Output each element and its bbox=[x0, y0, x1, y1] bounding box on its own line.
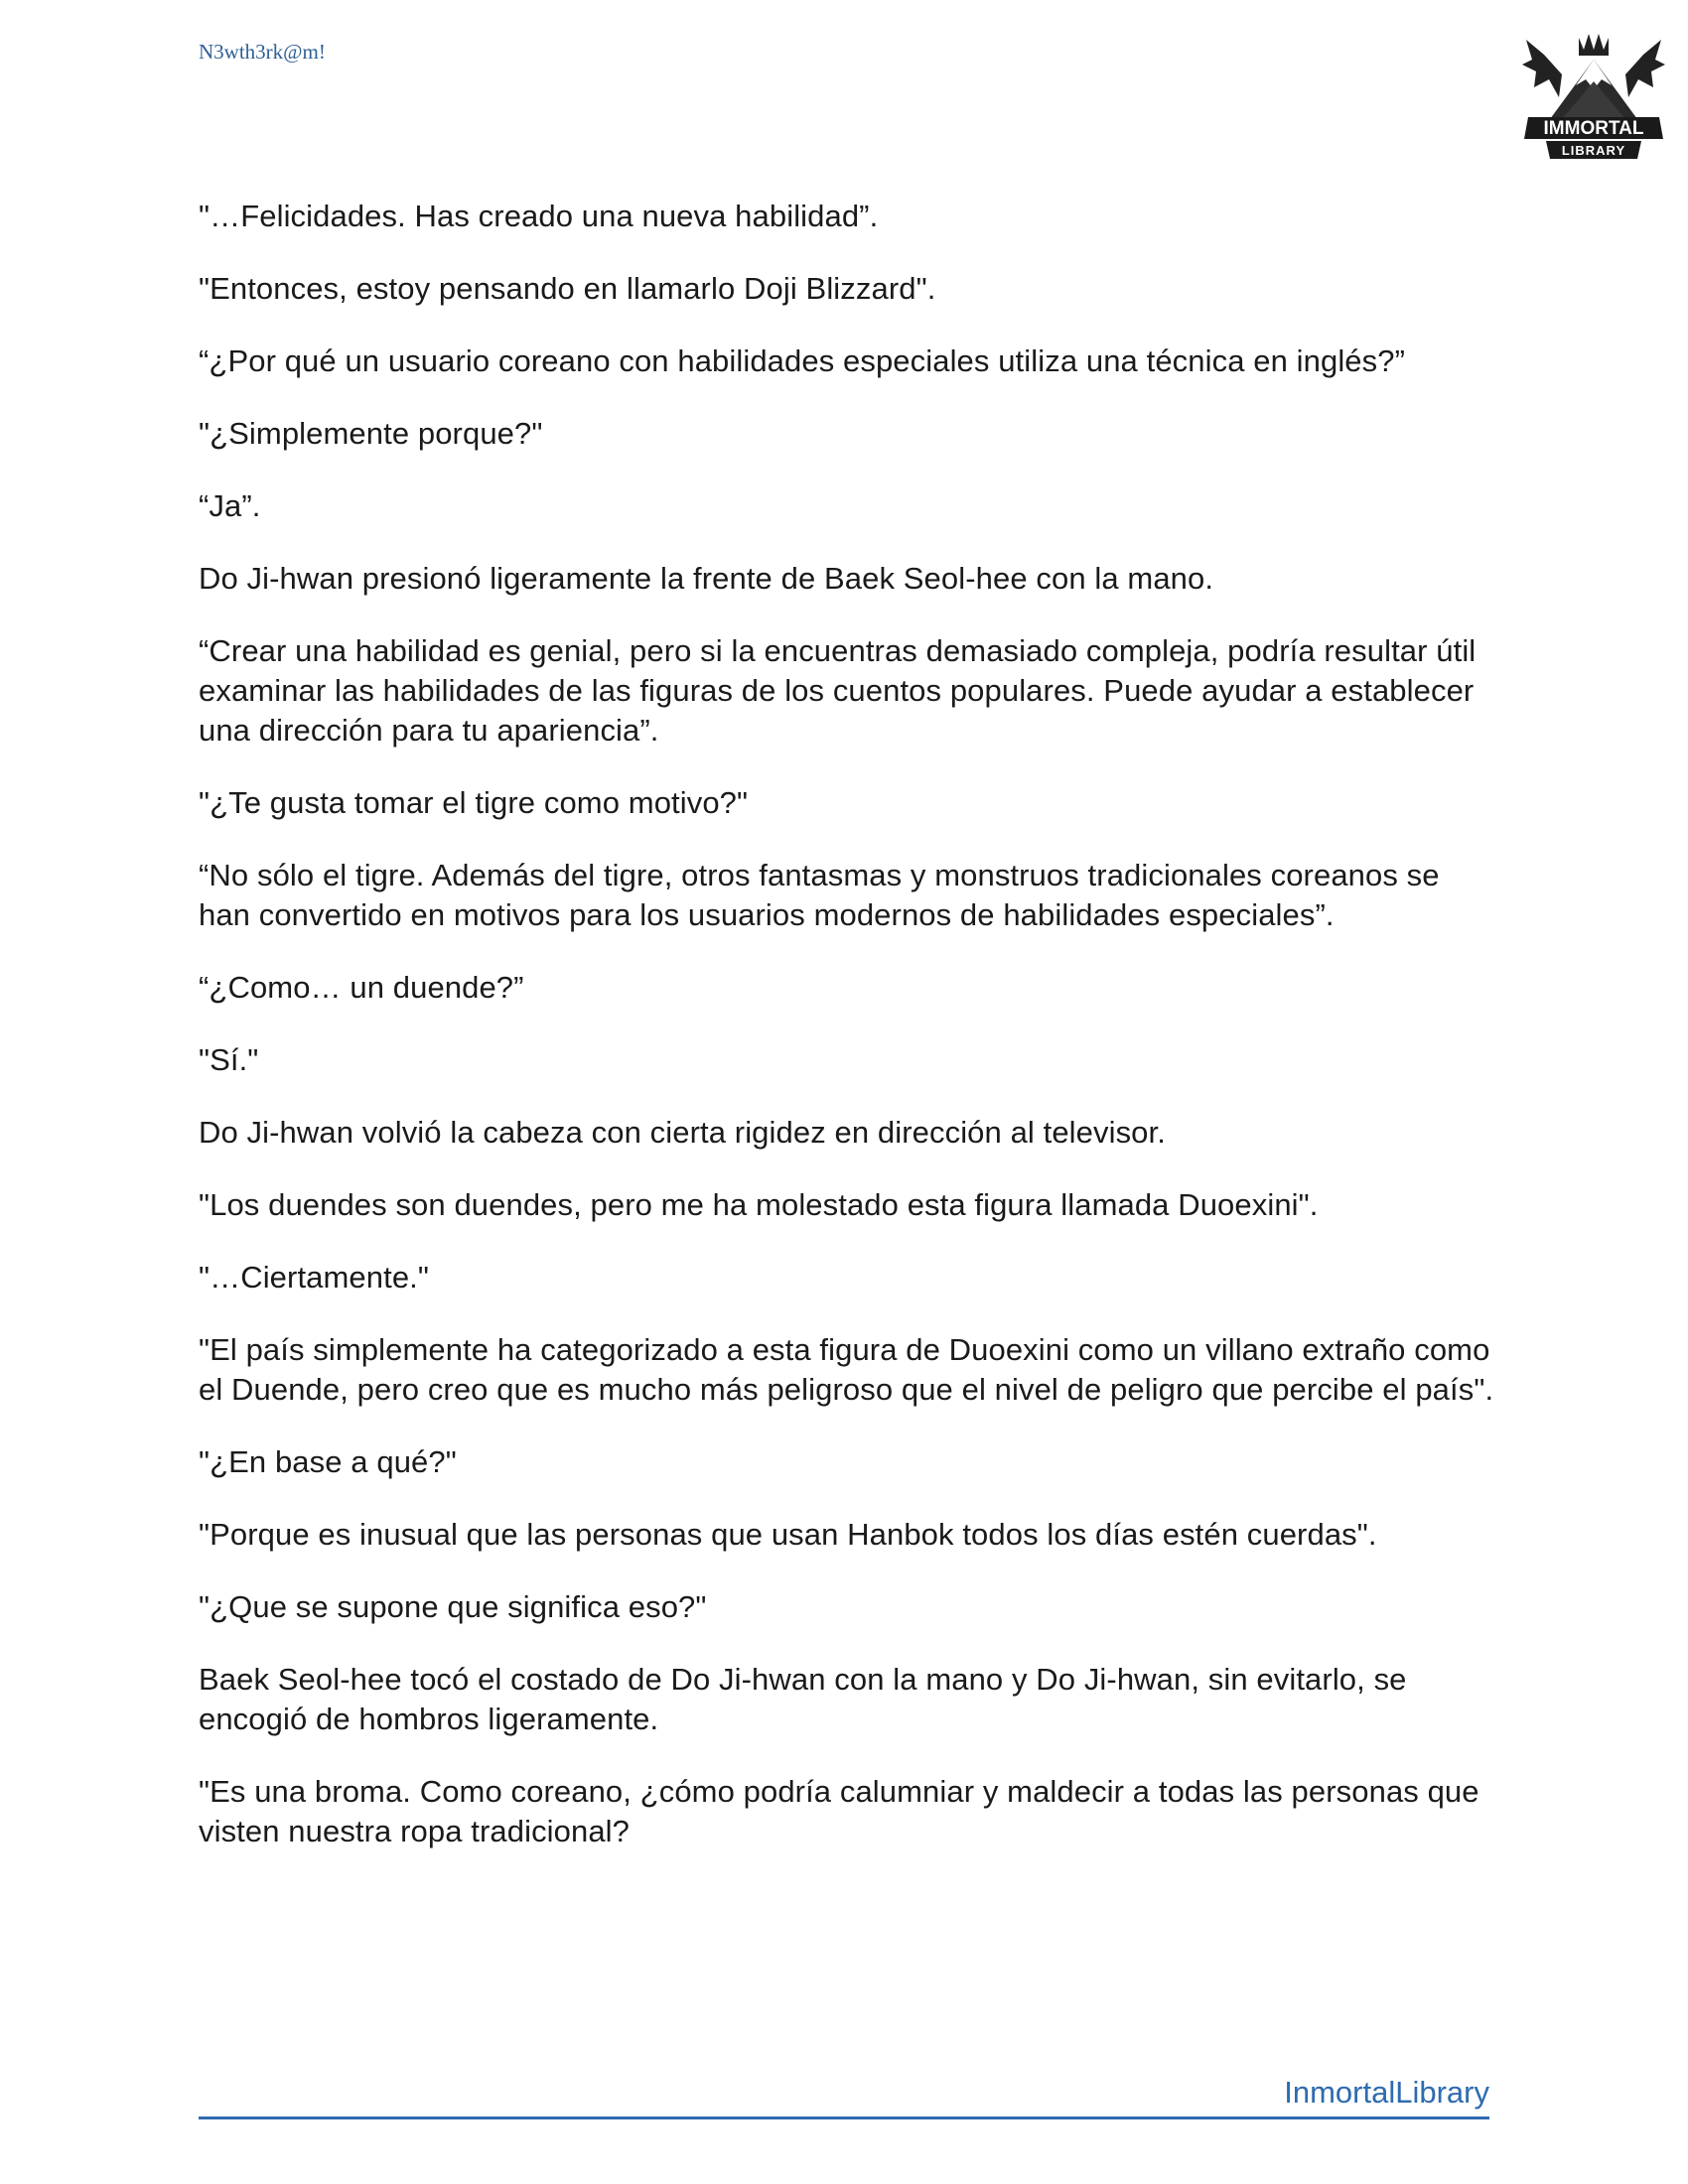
paragraph: “No sólo el tigre. Además del tigre, otros fantasmas y monstruos tradicionales coreanos se han convertido en motivos para los usuarios modernos de habilidades especiales”. bbox=[199, 858, 1440, 932]
paragraph: “¿Como… un duende?” bbox=[199, 970, 524, 1005]
paragraph: “Crear una habilidad es genial, pero si la encuentras demasiado compleja, podría resultar útil examinar las habilidades de las figuras de los cuentos populares. Puede ayudar a establecer una dirección para tu apariencia”. bbox=[199, 633, 1477, 748]
paragraph: "Es una broma. Como coreano, ¿cómo podría calumniar y maldecir a todas las personas que visten nuestra ropa tradicional? bbox=[199, 1774, 1479, 1848]
paragraph: "Sí." bbox=[199, 1042, 259, 1077]
paragraph: Do Ji-hwan presionó ligeramente la frente de Baek Seol-hee con la mano. bbox=[199, 561, 1214, 596]
paragraph: "¿Te gusta tomar el tigre como motivo?" bbox=[199, 785, 749, 820]
footer-divider bbox=[199, 2116, 1489, 2119]
logo-text-immortal: IMMORTAL bbox=[1543, 118, 1644, 139]
paragraph: "…Ciertamente." bbox=[199, 1260, 429, 1295]
paragraph: "…Felicidades. Has creado una nueva habilidad”. bbox=[199, 199, 879, 233]
paragraph: "¿En base a qué?" bbox=[199, 1444, 457, 1479]
logo-text-library: LIBRARY bbox=[1561, 143, 1626, 158]
paragraph: "El país simplemente ha categorizado a esta figura de Duoexini como un villano extraño como el Duende, pero creo que es mucho más peligroso que el nivel de peligro que percibe el país". bbox=[199, 1332, 1494, 1407]
paragraph: "Los duendes son duendes, pero me ha molestado esta figura llamada Duoexini". bbox=[199, 1187, 1319, 1222]
paragraph: Baek Seol-hee tocó el costado de Do Ji-hwan con la mano y Do Ji-hwan, sin evitarlo, se encogió de hombros ligeramente. bbox=[199, 1662, 1407, 1736]
paragraph: "Entonces, estoy pensando en llamarlo Doji Blizzard". bbox=[199, 271, 936, 306]
paragraph: "¿Que se supone que significa eso?" bbox=[199, 1589, 707, 1624]
immortal-library-logo bbox=[1514, 20, 1673, 179]
header-watermark: N3wth3rk@m! bbox=[199, 40, 326, 64]
paragraph: “Ja”. bbox=[199, 488, 261, 523]
chapter-body bbox=[199, 197, 1499, 1884]
paragraph: "Porque es inusual que las personas que usan Hanbok todos los días estén cuerdas". bbox=[199, 1517, 1377, 1552]
paragraph: “¿Por qué un usuario coreano con habilidades especiales utiliza una técnica en inglés?” bbox=[199, 343, 1406, 378]
paragraph: Do Ji-hwan volvió la cabeza con cierta rigidez en dirección al televisor. bbox=[199, 1115, 1166, 1150]
footer-library-link[interactable]: InmortalLibrary bbox=[1284, 2075, 1489, 2110]
paragraph: "¿Simplemente porque?" bbox=[199, 416, 543, 451]
